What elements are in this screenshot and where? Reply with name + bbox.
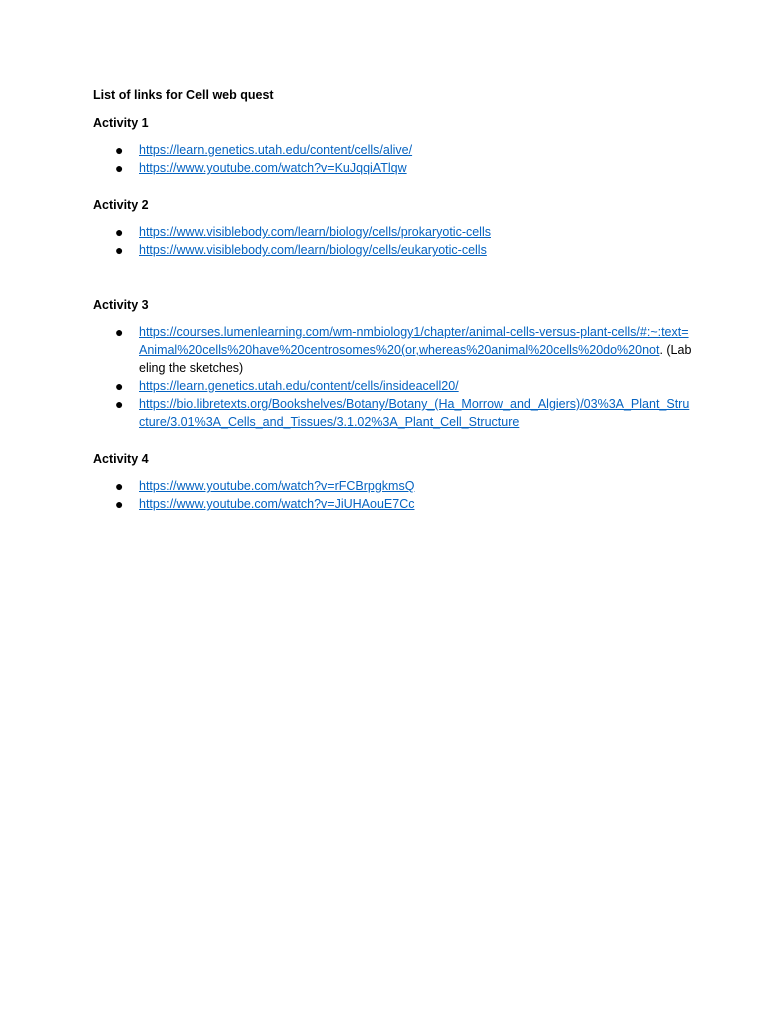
list-item bbox=[93, 223, 693, 241]
activity-4-section bbox=[93, 450, 693, 513]
link-note: . (Labeling the sketches) bbox=[139, 343, 692, 375]
activity-1-heading: Activity 1 bbox=[93, 116, 149, 130]
bullet-icon: ● bbox=[115, 324, 124, 340]
activity-4-heading: Activity 4 bbox=[93, 452, 149, 466]
list-item bbox=[93, 159, 693, 177]
link-animal-vs-plant-cells[interactable]: https://courses.lumenlearning.com/wm-nmbiology1/chapter/animal-cells-versus-plant-cells/#:~:text=Animal%20cells%20have%20centrosomes%20(or,whereas%20animal%20cells%20do%20not bbox=[139, 325, 689, 357]
document-page bbox=[93, 86, 693, 513]
bullet-icon: ● bbox=[115, 396, 124, 412]
link-youtube-video-1[interactable]: https://www.youtube.com/watch?v=rFCBrpgkmsQ bbox=[139, 479, 415, 493]
bullet-icon: ● bbox=[115, 478, 124, 494]
activity-4-link-list bbox=[93, 477, 693, 513]
list-item bbox=[93, 395, 693, 431]
bullet-icon: ● bbox=[115, 378, 124, 394]
bullet-icon: ● bbox=[115, 142, 124, 158]
link-prokaryotic-cells[interactable]: https://www.visiblebody.com/learn/biology/cells/prokaryotic-cells bbox=[139, 225, 491, 239]
activity-2-link-list bbox=[93, 223, 693, 259]
spacer bbox=[93, 259, 693, 296]
spacer bbox=[93, 431, 693, 450]
link-youtube-video[interactable]: https://www.youtube.com/watch?v=KuJqqiATlqw bbox=[139, 161, 407, 175]
spacer bbox=[93, 177, 693, 196]
activity-3-heading: Activity 3 bbox=[93, 298, 149, 312]
activity-2-section bbox=[93, 196, 693, 259]
list-item bbox=[93, 477, 693, 495]
activity-3-section bbox=[93, 296, 693, 431]
bullet-icon: ● bbox=[115, 160, 124, 176]
link-youtube-video-2[interactable]: https://www.youtube.com/watch?v=JiUHAouE7Cc bbox=[139, 497, 415, 511]
link-plant-cell-structure[interactable]: https://bio.libretexts.org/Bookshelves/Botany/Botany_(Ha_Morrow_and_Algiers)/03%3A_Plant_Structure/3.01%3A_Cells_and_Tissues/3.1.02%3A_Plant_Cell_Structure bbox=[139, 397, 690, 429]
activity-3-link-list bbox=[93, 323, 693, 431]
link-eukaryotic-cells[interactable]: https://www.visiblebody.com/learn/biology/cells/eukaryotic-cells bbox=[139, 243, 487, 257]
activity-2-heading: Activity 2 bbox=[93, 198, 149, 212]
list-item bbox=[93, 377, 693, 395]
activity-1-link-list bbox=[93, 141, 693, 177]
list-item bbox=[93, 323, 693, 377]
activity-1-section bbox=[93, 114, 693, 177]
list-item bbox=[93, 495, 693, 513]
bullet-icon: ● bbox=[115, 496, 124, 512]
document-title: List of links for Cell web quest bbox=[93, 88, 274, 102]
list-item bbox=[93, 241, 693, 259]
bullet-icon: ● bbox=[115, 224, 124, 240]
bullet-icon: ● bbox=[115, 242, 124, 258]
list-item bbox=[93, 141, 693, 159]
link-inside-a-cell[interactable]: https://learn.genetics.utah.edu/content/cells/insideacell20/ bbox=[139, 379, 459, 393]
link-genetics-cells-alive[interactable]: https://learn.genetics.utah.edu/content/cells/alive/ bbox=[139, 143, 413, 157]
